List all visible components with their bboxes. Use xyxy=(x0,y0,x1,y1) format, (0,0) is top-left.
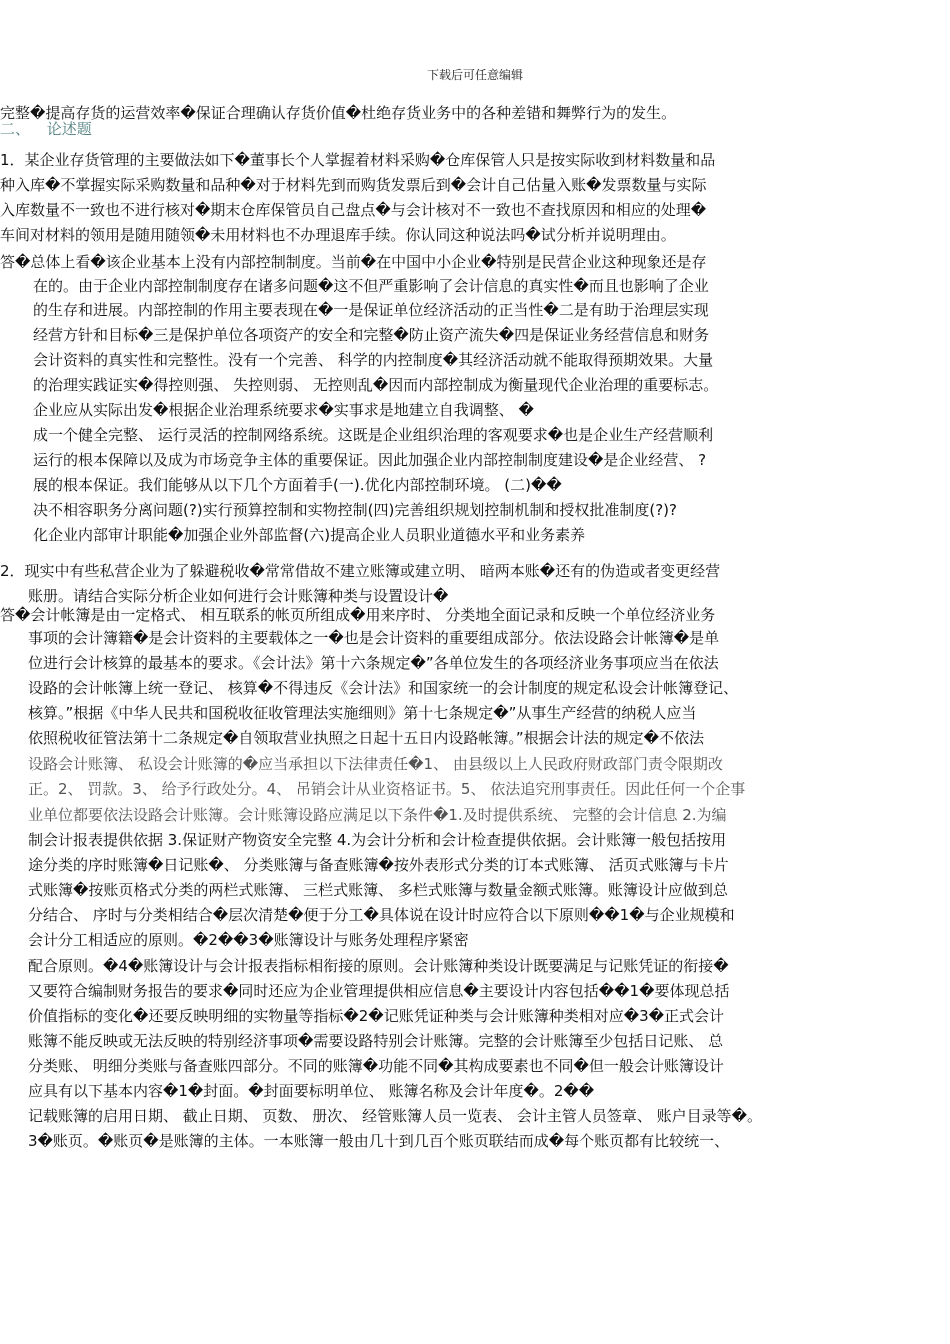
text-line: 价值指标的变化�还要反映明细的实物量等指标�2�记账凭证种类与会计账簿种类相对应�3�正式会计 xyxy=(28,1007,724,1025)
text-line: 业单位都要依法设路会计账簿。会计账簿设路应满足以下条件�1.及时提供系统、 完整的会计信息 2.为编 xyxy=(28,806,727,824)
text-line: 制会计报表提供依据 3.保证财产物资安全完整 4.为会计分析和会计检查提供依据。会计账簿一般包括按用 xyxy=(28,831,727,849)
text-line: 设路会计账簿、 私设会计账簿的�应当承担以下法律责任�1、 由县级以上人民政府财政部门责令限期改 xyxy=(28,755,723,773)
text-line: 又要符合编制财务报告的要求�同时还应为企业管理提供相应信息�主要设计内容包括��1�要体现总括 xyxy=(28,982,730,1000)
text-line: 经营方针和目标�三是保护单位各项资产的安全和完整�防止资产流失�四是保证业务经营信息和财务 xyxy=(33,326,710,344)
text-line: 记载账簿的启用日期、 截止日期、 页数、 册次、 经管账簿人员一览表、 会计主管人员签章、 账户目录等�。 xyxy=(28,1107,762,1125)
text-line: 会计资料的真实性和完整性。没有一个完善、 科学的内控制度�其经济活动就不能取得预期效果。大量 xyxy=(33,351,714,369)
text-line: 设路的会计帐簿上统一登记、 核算�不得违反《会计法》和国家统一的会计制度的规定私设会计帐簿登记、 xyxy=(28,679,739,697)
text-line: 车间对材料的领用是随用随领�未用材料也不办理退库手续。你认同这种说法吗�试分析并说明理由。 xyxy=(0,226,676,244)
page-header: 下载后可任意编辑 xyxy=(426,68,523,82)
text-line: 分结合、 序时与分类相结合�层次清楚�便于分工�具体说在设计时应符合以下原则��1�与企业规模和 xyxy=(28,906,735,924)
text-line: 2．现实中有些私营企业为了躲避税收�常常借故不建立账簿或建立明、 暗两本账�还有的伪造或者变更经营 xyxy=(0,562,721,580)
text-line: 化企业内部审计职能�加强企业外部监督(六)提高企业人员职业道德水平和业务素养 xyxy=(33,526,586,544)
text-line: 3�账页。�账页�是账簿的主体。一本账簿一般由几十到几百个账页联结而成�每个账页都有比较统一、 xyxy=(28,1132,730,1150)
text-line: 的治理实践证实�得控则强、 失控则弱、 无控则乱�因而内部控制成为衡量现代企业治理的重要标志。 xyxy=(33,376,719,394)
text-line: 成一个健全完整、 运行灵活的控制网络系统。这既是企业组织治理的客观要求�也是企业生产经营顺利 xyxy=(33,426,714,444)
text-line: 企业应从实际出发�根据企业治理系统要求�实事求是地建立自我调整、 � xyxy=(33,401,534,419)
text-line: 答�会计帐簿是由一定格式、 相互联系的帐页所组成�用来序时、 分类地全面记录和反映一个单位经济业务 xyxy=(0,606,716,624)
text-line: 依照税收征管法第十二条规定�自领取营业执照之日起十五日内设路帐簿。”根据会计法的规定�不依法 xyxy=(28,729,705,747)
text-line: 展的根本保证。我们能够从以下几个方面着手(一).优化内部控制环境。 (二)�� xyxy=(33,476,562,494)
section-label: 论述题 xyxy=(46,120,92,138)
text-line: 种入库�不掌握实际采购数量和品种�对于材料先到而购货发票后到�会计自己估量入账�发票数量与实际 xyxy=(0,176,707,194)
text-line: 1．某企业存货管理的主要做法如下�董事长个人掌握着材料采购�仓库保管人只是按实际收到材料数量和品 xyxy=(0,151,716,169)
text-line: 在的。由于企业内部控制制度存在诸多问题�这不但严重影响了会计信息的真实性�而且也影响了企业 xyxy=(33,277,709,295)
text-line: 会计分工相适应的原则。�2��3�账簿设计与账务处理程序紧密 xyxy=(28,931,469,949)
section-number: 二、 xyxy=(0,120,31,138)
text-line: 运行的根本保障以及成为市场竞争主体的重要保证。因此加强企业内部控制制度建设�是企业经营、 ? xyxy=(33,451,707,469)
section-title xyxy=(0,119,92,139)
text-line: 答�总体上看�该企业基本上没有内部控制制度。当前�在中国中小企业�特别是民营企业这种现象还是存 xyxy=(0,253,707,271)
text-line: 途分类的序时账簿�日记账�、 分类账簿与备查账簿�按外表形式分类的订本式账簿、 活页式账簿与卡片 xyxy=(28,856,729,874)
text-line: 决不相容职务分离问题(?)实行预算控制和实物控制(四)完善组织规划控制机制和授权批准制度(?)? xyxy=(33,501,678,519)
text-line: 式账簿�按账页格式分类的两栏式账簿、 三栏式账簿、 多栏式账簿与数量金额式账簿。账簿设计应做到总 xyxy=(28,881,728,899)
text-line: 账簿不能反映或无法反映的特别经济事项�需要设路特别会计账簿。完整的会计账簿至少包括日记账、 总 xyxy=(28,1032,724,1050)
text-line: 配合原则。�4�账簿设计与会计报表指标相衔接的原则。会计账簿种类设计既要满足与记账凭证的衔接� xyxy=(28,957,729,975)
text-line: 核算。”根据《中华人民共和国税收征收管理法实施细则》第十七条规定�”从事生产经营的纳税人应当 xyxy=(28,704,697,722)
text-line: 完整�提高存货的运营效率�保证合理确认存货价值�杜绝存货业务中的各种差错和舞弊行为的发生。 xyxy=(0,104,677,122)
text-line: 入库数量不一致也不进行核对�期末仓库保管员自己盘点�与会计核对不一致也不查找原因和相应的处理� xyxy=(0,201,707,219)
text-line: 分类账、 明细分类账与备查账四部分。不同的账簿�功能不同�其构成要素也不同�但一般会计账簿设计 xyxy=(28,1057,724,1075)
text-line: 账册。请结合实际分析企业如何进行会计账簿种类与设置设计� xyxy=(28,587,449,605)
text-line: 事项的会计簿籍�是会计资料的主要载体之一�也是会计资料的重要组成部分。依法设路会计帐簿�是单 xyxy=(28,629,720,647)
text-line: 位进行会计核算的最基本的要求。《会计法》第十六条规定�”各单位发生的各项经济业务事项应当在依法 xyxy=(28,654,719,672)
text-line: 的生存和进展。内部控制的作用主要表现在�一是保证单位经济活动的正当性�二是有助于治理层实现 xyxy=(33,301,709,319)
text-line: 正。2、 罚款。3、 给予行政处分。4、 吊销会计从业资格证书。5、 依法追究刑事责任。因此任何一个企事 xyxy=(28,780,746,798)
text-line: 应具有以下基本内容�1�封面。�封面要标明单位、 账簿名称及会计年度�。2�� xyxy=(28,1082,595,1100)
